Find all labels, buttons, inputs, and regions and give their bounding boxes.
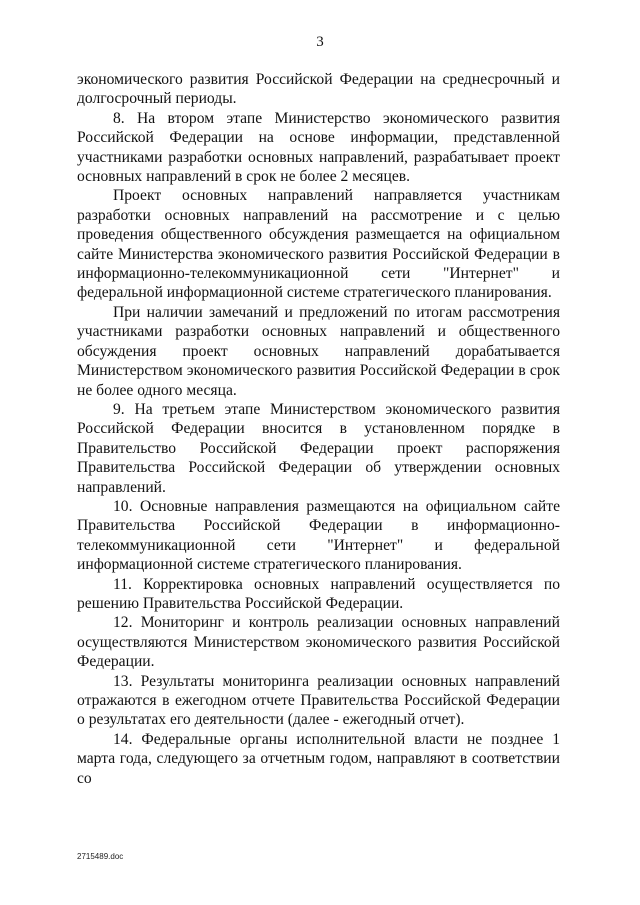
paragraph-continuation: экономического развития Российской Федерации на среднесрочный и долгосрочный периоды. — [77, 71, 560, 108]
paragraph-item-8: 8. На втором этапе Министерство экономического развития Российской Федерации на основе информации, представленной участниками разработки основных направлений, разрабатывает проект основных направлений в срок не более 2 месяцев. — [77, 109, 560, 186]
paragraph-item-14: 14. Федеральные органы исполнительной власти не позднее 1 марта года, следующего за отчетным годом, направляют в соответствии со — [77, 730, 560, 787]
paragraph-draft-publication: Проект основных направлений направляется участникам разработки основных направлений на рассмотрение и с целью проведения общественного обсуждения размещается на официальном сайте Министерства экономического развития Российской Федерации в информационно-телекоммуникационной сети "Интернет" и федеральной информационной системе стратегического планирования. — [77, 187, 560, 302]
page-number: 3 — [316, 34, 324, 50]
paragraph-item-12: 12. Мониторинг и контроль реализации основных направлений осуществляются Министерством экономического развития Российской Федерации. — [77, 614, 560, 671]
paragraph-item-11: 11. Корректировка основных направлений осуществляется по решению Правительства Российской Федерации. — [77, 575, 560, 612]
paragraph-item-13: 13. Результаты мониторинга реализации основных направлений отражаются в ежегодном отчете Правительства Российской Федерации о результатах его деятельности (далее - ежегодный отчет). — [77, 672, 560, 729]
paragraph-item-9: 9. На третьем этапе Министерством экономического развития Российской Федерации вносится в установленном порядке в Правительство Российской Федерации проект распоряжения Правительства Российской Федерации об утверждении основных направлений. — [77, 400, 560, 496]
file-code: 2715489.doc — [77, 852, 124, 861]
paragraph-item-10: 10. Основные направления размещаются на официальном сайте Правительства Российской Федерации в информационно-телекоммуникационной сети "Интернет" и федеральной информационной системе стратегического планирования. — [77, 497, 560, 574]
document-body — [77, 70, 560, 788]
paragraph-draft-revision: При наличии замечаний и предложений по итогам рассмотрения участниками разработки основных направлений и общественного обсуждения проект основных направлений дорабатывается Министерством экономического развития Российской Федерации в срок не более одного месяца. — [77, 303, 560, 399]
